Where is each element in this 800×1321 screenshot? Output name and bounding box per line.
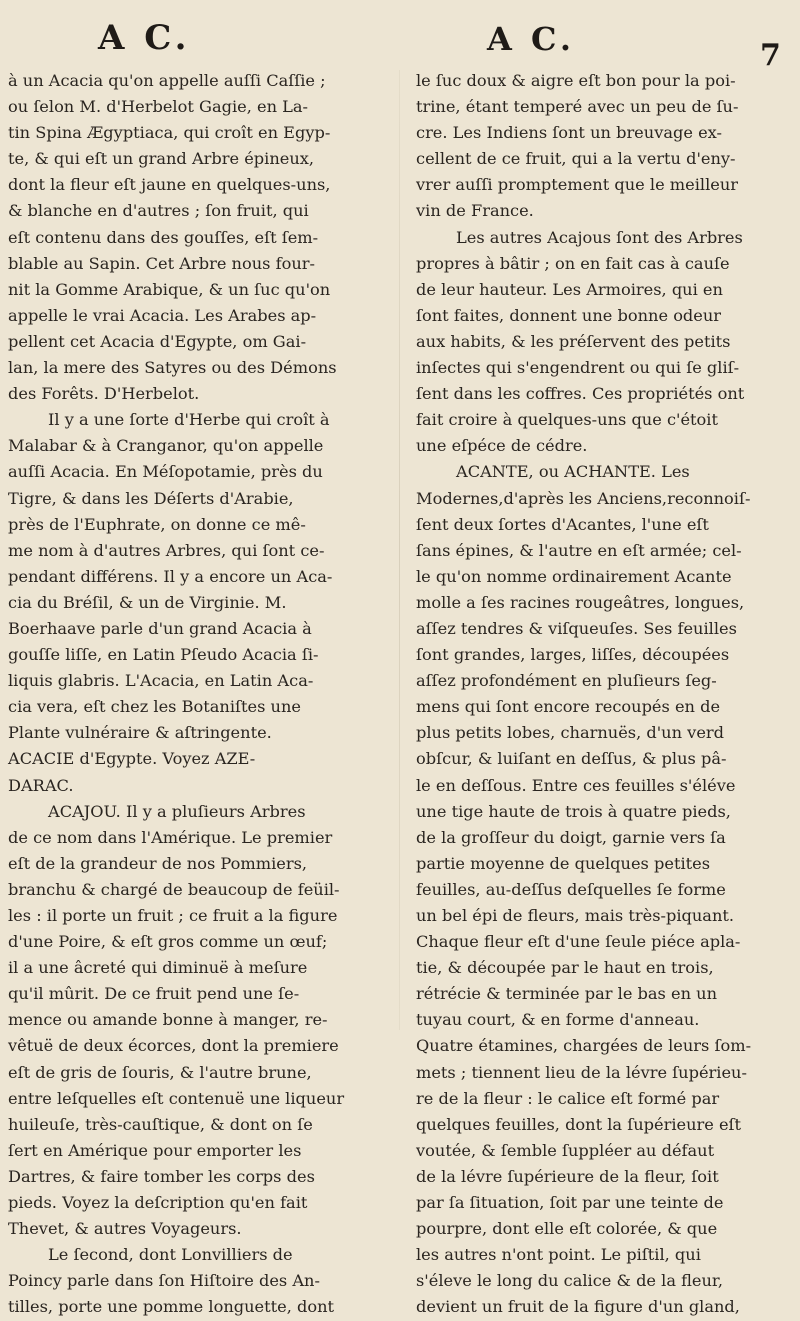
text-line: fait croire à quelques-uns que c'étoit <box>416 410 718 430</box>
text-line: te, & qui eſt un grand Arbre épineux, <box>8 149 315 169</box>
text-line: pourpre, dont elle eſt colorée, & que <box>416 1219 718 1239</box>
text-line: pellent cet Acacia d'Egypte, om Gai- <box>8 331 307 351</box>
text-line: vin de France. <box>416 201 534 221</box>
text-line: re de la fleur : le calice eſt formé par <box>416 1088 720 1108</box>
left-running-head: A C. <box>98 18 191 58</box>
text-line: lan, la mere des Satyres ou des Démons <box>8 358 337 378</box>
text-line: Thevet, & autres Voyageurs. <box>8 1219 242 1239</box>
text-line: cia vera, eſt chez les Botaniſtes une <box>8 697 301 717</box>
text-line: eſt contenu dans des gouſſes, eſt ſem- <box>8 227 319 247</box>
text-line: dont la fleur eſt jaune en quelques-uns, <box>8 175 331 195</box>
text-line: appelle le vrai Acacia. Les Arabes ap- <box>8 305 317 325</box>
text-line: ſert en Amérique pour emporter les <box>8 1140 302 1160</box>
text-line: partie moyenne de quelques petites <box>416 853 711 873</box>
text-line: ſans épines, & l'autre en eſt armée; cel- <box>416 540 742 560</box>
text-line: d'une Poire, & eſt gros comme un œuf; <box>8 932 328 952</box>
text-line: tie, & découpée par le haut en trois, <box>416 958 714 978</box>
text-line: quelques feuilles, dont la ſupérieure eſt <box>416 1114 742 1134</box>
text-line: Poincy parle dans ſon Hiſtoire des An- <box>8 1271 320 1291</box>
text-line: Boerhaave parle d'un grand Acacia à <box>8 618 312 638</box>
text-line: de ce nom dans l'Amérique. Le premier <box>8 827 333 847</box>
text-line: par ſa ſituation, ſoit par une teinte de <box>416 1193 724 1213</box>
text-line: entre leſquelles eſt contenuë une liqueur <box>8 1088 345 1108</box>
text-line: mence ou amande bonne à manger, re- <box>8 1010 328 1030</box>
text-line: une eſpéce de cédre. <box>416 436 588 456</box>
left-text-column <box>8 68 386 1321</box>
text-line: tilles, porte une pomme longuette, dont <box>8 1297 335 1317</box>
text-line: me nom à d'autres Arbres, qui ſont ce- <box>8 540 325 560</box>
text-line: plus petits lobes, charnuës, d'un verd <box>416 723 725 743</box>
text-line: de la lévre ſupérieure de la fleur, ſoit <box>416 1166 719 1186</box>
text-line: cre. Les Indiens ſont un breuvage ex- <box>416 123 722 143</box>
text-line: nit la Gomme Arabique, & un ſuc qu'on <box>8 279 331 299</box>
text-line: Les autres Acajous ſont des Arbres <box>456 227 743 247</box>
text-line: blable au Sapin. Cet Arbre nous four- <box>8 253 315 273</box>
text-line: ACACIE d'Egypte. Voyez AZE- <box>8 749 256 769</box>
text-line: vêtuë de deux écorces, dont la premiere <box>8 1036 339 1056</box>
text-line: molle a ſes racines rougeâtres, longues, <box>416 592 745 612</box>
text-line: le qu'on nomme ordinairement Acante <box>416 566 732 586</box>
text-line: le en deſſous. Entre ces feuilles s'éléve <box>416 775 736 795</box>
text-line: s'éleve le long du calice & de la fleur, <box>416 1271 724 1291</box>
text-line: ſont grandes, larges, liſſes, découpées <box>416 645 730 665</box>
text-line: Chaque fleur eſt d'une ſeule piéce apla- <box>416 932 741 952</box>
text-line: un bel épi de fleurs, mais très-piquant. <box>416 906 735 925</box>
text-line: aſſez tendres & viſqueuſes. Ses feuilles <box>416 618 737 638</box>
text-line: rétrécie & terminée par le bas en un <box>416 984 718 1004</box>
text-line: propres à bâtir ; on en fait cas à cauſe <box>416 253 730 273</box>
text-line: des Forêts. D'Herbelot. <box>8 384 200 404</box>
text-line: Quatre étamines, chargées de leurs ſom- <box>416 1036 752 1056</box>
text-line: cia du Bréſil, & un de Virginie. M. <box>8 592 287 612</box>
text-line: gouſſe liſſe, en Latin Pſeudo Acacia ſi- <box>8 645 319 665</box>
text-line: inſectes qui s'engendrent ou qui ſe gliſ- <box>416 358 740 378</box>
text-line: feuilles, au-deſſus deſquelles ſe forme <box>416 879 726 899</box>
text-line: DARAC. <box>8 775 74 795</box>
text-line: liquis glabris. L'Acacia, en Latin Aca- <box>8 671 314 691</box>
text-line: Plante vulnéraire & aſtringente. <box>8 723 272 743</box>
right-running-head: A C. <box>487 20 576 58</box>
text-line: huileuſe, très-cauſtique, & dont on ſe <box>8 1114 313 1134</box>
text-line: les : il porte un fruit ; ce fruit a la figure <box>8 906 338 925</box>
column-gutter <box>399 70 400 1030</box>
text-line: tuyau court, & en forme d'anneau. <box>416 1010 700 1030</box>
text-line: ſent deux ſortes d'Acantes, l'une eſt <box>416 514 709 534</box>
text-line: de leur hauteur. Les Armoires, qui en <box>416 279 723 299</box>
text-line: il a une âcreté qui diminuë à meſure <box>8 958 308 978</box>
text-line: Tigre, & dans les Déſerts d'Arabie, <box>8 488 294 508</box>
text-line: obſcur, & luiſant en deſſus, & plus pâ- <box>416 749 727 769</box>
text-line: mets ; tiennent lieu de la lévre ſupérieu- <box>416 1062 747 1082</box>
text-line: qu'il mûrit. De ce fruit pend une ſe- <box>8 984 300 1004</box>
text-line: pendant différens. Il y a encore un Aca- <box>8 566 333 586</box>
text-line: les autres n'ont point. Le piſtil, qui <box>416 1245 701 1265</box>
text-line: mens qui ſont encore recoupés en de <box>416 697 721 717</box>
text-line: Le ſecond, dont Lonvilliers de <box>48 1245 293 1265</box>
text-line: ACANTE, ou ACHANTE. Les <box>456 462 690 482</box>
text-line: de la groſſeur du doigt, garnie vers ſa <box>416 827 726 847</box>
text-line: eſt de gris de ſouris, & l'autre brune, <box>8 1062 312 1082</box>
text-line: ſent dans les coffres. Ces propriétés ont <box>416 384 745 404</box>
text-line: voutée, & ſemble ſuppléer au défaut <box>416 1140 715 1160</box>
text-line: aux habits, & les préſervent des petits <box>416 331 731 351</box>
text-line: cellent de ce fruit, qui a la vertu d'eny- <box>416 149 736 169</box>
text-line: le ſuc doux & aigre eſt bon pour la poi- <box>416 71 736 90</box>
text-line: à un Acacia qu'on appelle auſſi Caſſie ; <box>8 71 326 90</box>
text-line: tin Spina Ægyptiaca, qui croît en Egyp- <box>8 123 331 143</box>
text-line: vrer auſſi promptement que le meilleur <box>416 175 738 195</box>
text-line: aſſez profondément en pluſieurs ſeg- <box>416 671 717 691</box>
text-line: ACAJOU. Il y a pluſieurs Arbres <box>48 801 306 821</box>
page-number: 7 <box>760 38 781 73</box>
text-line: Malabar & à Cranganor, qu'on appelle <box>8 436 324 456</box>
text-line: une tige haute de trois à quatre pieds, <box>416 801 731 821</box>
text-line: près de l'Euphrate, on donne ce mê- <box>8 514 306 534</box>
right-text-column <box>416 68 794 1321</box>
text-line: & blanche en d'autres ; ſon fruit, qui <box>8 201 309 221</box>
text-line: auſſi Acacia. En Méſopotamie, près du <box>8 462 323 482</box>
text-line: devient un fruit de la figure d'un gland, <box>416 1297 740 1317</box>
text-line: Il y a une ſorte d'Herbe qui croît à <box>48 410 330 430</box>
text-line: ſont faites, donnent une bonne odeur <box>416 305 722 325</box>
text-line: Dartres, & faire tomber les corps des <box>8 1166 315 1186</box>
text-line: eſt de la grandeur de nos Pommiers, <box>8 853 308 873</box>
text-line: pieds. Voyez la deſcription qu'en fait <box>8 1193 308 1213</box>
text-line: ou ſelon M. d'Herbelot Gagie, en La- <box>8 97 309 117</box>
text-line: Modernes,d'après les Anciens,reconnoiſ- <box>416 488 751 508</box>
text-line: trine, étant temperé avec un peu de ſu- <box>416 97 739 117</box>
page-header <box>0 18 800 73</box>
text-line: branchu & chargé de beaucoup de feüil- <box>8 879 340 899</box>
